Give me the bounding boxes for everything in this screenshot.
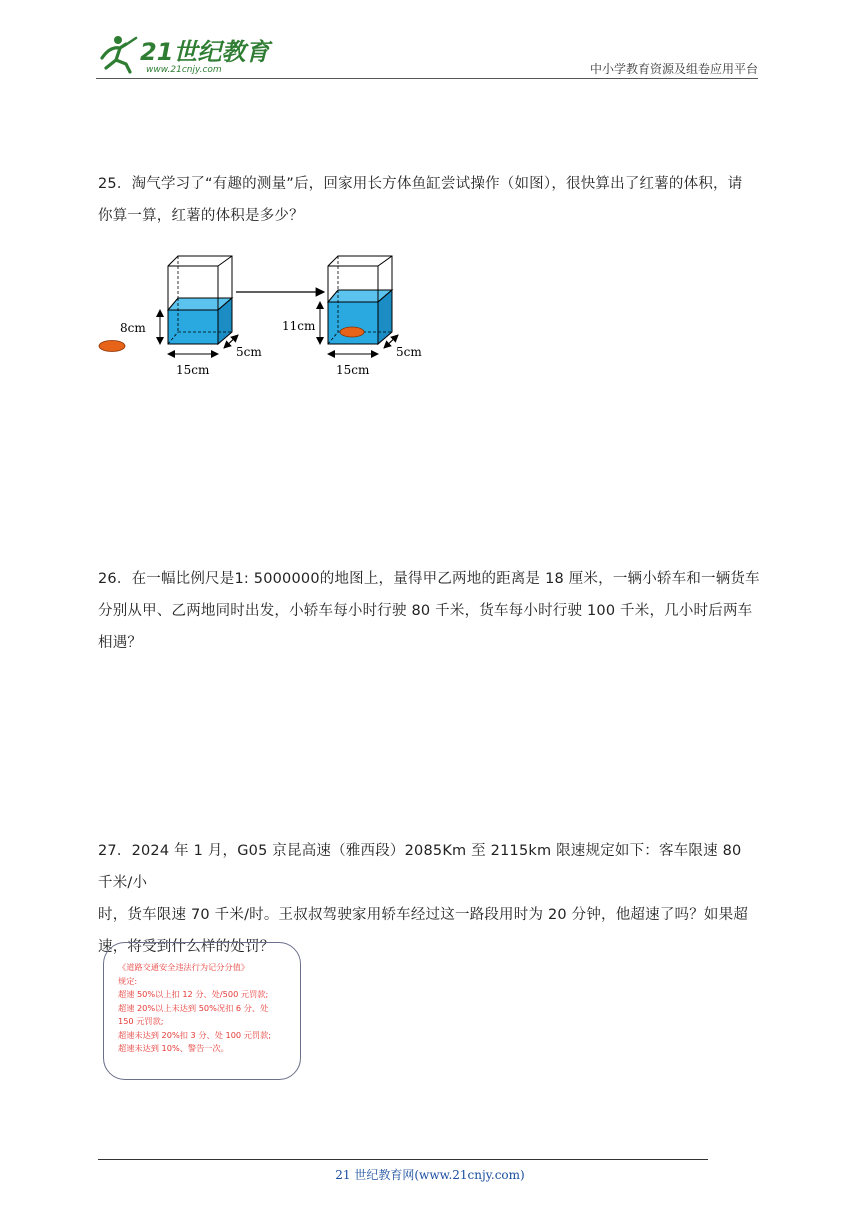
question-line: 25．淘气学习了“有趣的测量”后，回家用长方体鱼缸尝试操作（如图），很快算出了红薯的体积，请 bbox=[98, 176, 743, 192]
rule-line: 超速未达到 10%、警告一次。 bbox=[118, 1043, 229, 1053]
question-line: 速，将受到什么样的处罚？ bbox=[98, 939, 275, 955]
rule-line: 《道路交通安全违法行为记分分值》 bbox=[118, 962, 250, 972]
rule-line: 规定: bbox=[118, 975, 138, 986]
question-line: 时，货车限速 70 千米/时。王叔叔驾驶家用轿车经过这一路段用时为 20 分钟，他超速了吗？如果超 bbox=[98, 907, 749, 923]
logo-text: 21世纪教育 bbox=[140, 38, 270, 66]
page-header bbox=[96, 32, 758, 78]
platform-name: 中小学教育资源及组卷应用平台 bbox=[589, 62, 758, 76]
tank-before bbox=[120, 256, 262, 377]
potato-icon bbox=[99, 341, 125, 352]
left-height-label: 8cm bbox=[120, 321, 146, 335]
question-26 bbox=[98, 563, 760, 659]
left-width-label: 5cm bbox=[236, 345, 262, 359]
question-number: 27． bbox=[98, 843, 132, 859]
question-line: 27．2024 年 1 月，G05 京昆高速（雅西段）2085Km 至 2115km 限速规定如下：客车限速 80 千米/小 bbox=[98, 843, 742, 891]
potato-in-tank-icon bbox=[340, 327, 364, 337]
right-width-label: 5cm bbox=[396, 345, 422, 359]
footer-divider bbox=[98, 1159, 708, 1160]
header-divider bbox=[96, 78, 758, 79]
right-length-label: 15cm bbox=[336, 363, 370, 377]
question-number: 25． bbox=[98, 176, 132, 192]
fish-tank-figure bbox=[96, 252, 436, 382]
penalty-rules-box bbox=[103, 942, 301, 1080]
question-line: 你算一算，红薯的体积是多少？ bbox=[98, 208, 304, 224]
question-line: 分别从甲、乙两地同时出发，小轿车每小时行驶 80 千米，货车每小时行驶 100 千米，几小时后两车 bbox=[98, 603, 753, 619]
question-line: 相遇？ bbox=[98, 635, 143, 651]
right-height-label: 11cm bbox=[282, 319, 316, 333]
logo-url: www.21cnjy.com bbox=[146, 65, 222, 75]
tank-after bbox=[282, 256, 422, 377]
rule-line: 超速 20%以上未达到 50%况扣 6 分、处 bbox=[118, 1002, 269, 1013]
site-logo bbox=[96, 32, 270, 76]
rule-line: 超速 50%以上扣 12 分、处/500 元罚款; bbox=[118, 989, 269, 999]
penalty-rules-text bbox=[118, 961, 271, 1056]
left-length-label: 15cm bbox=[176, 363, 210, 377]
question-25 bbox=[98, 168, 760, 232]
rule-line: 150 元罚款; bbox=[118, 1016, 164, 1026]
footer-link[interactable]: 21 世纪教育网(www.21cnjy.com) bbox=[335, 1168, 525, 1182]
question-line: 26．在一幅比例尺是1: 5000000的地图上，量得甲乙两地的距离是 18 厘米，一辆小轿车和一辆货车 bbox=[98, 571, 760, 587]
rule-line: 超速未达到 20%扣 3 分、处 100 元罚款; bbox=[118, 1029, 272, 1040]
question-number: 26． bbox=[98, 571, 132, 587]
